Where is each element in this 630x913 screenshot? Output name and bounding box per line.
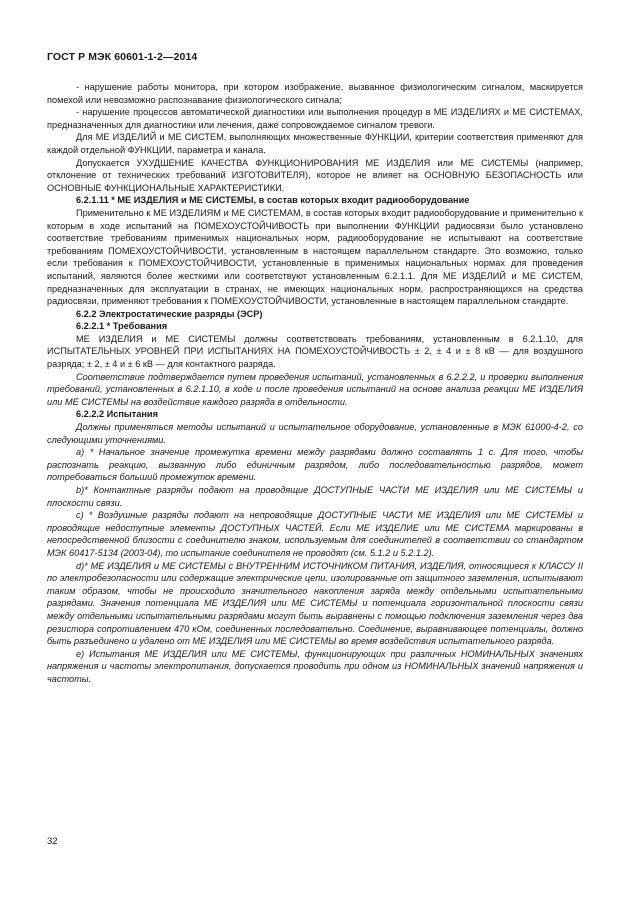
paragraph-degradation: Допускается УХУДШЕНИЕ КАЧЕСТВА ФУНКЦИОНИРОВАНИЯ МЕ ИЗДЕЛИЯ или МЕ СИСТЕМЫ (например, отклонение от технических требований ИЗГОТОВИТЕЛЯ), которое не влияет на ОСНОВНУЮ БЕЗОПАСНОСТЬ или ОСНОВНЫЕ ФУНКЦИОНАЛЬНЫЕ ХАРАКТЕРИСТИКИ. — [47, 157, 583, 193]
paragraph-compliance: Соответствие подтверждается путем проведения испытаний, установленных в 6.2.2.2, и проверки выполнения требований, установленных в 6.2.1.10, в ходе и после проведения испытаний на основе анализа реакции МЕ ИЗДЕЛИЯ или МЕ СИСТЕМЫ на воздействие каждого разряда в отдельности. — [47, 371, 583, 407]
paragraph-item-b: b)* Контактные разряды подают на проводящие ДОСТУПНЫЕ ЧАСТИ МЕ ИЗДЕЛИЯ или МЕ СИСТЕМЫ и плоскости связи. — [47, 485, 583, 508]
paragraph-item-c: c) * Воздушные разряды подают на непроводящие ДОСТУПНЫЕ ЧАСТИ МЕ ИЗДЕЛИЯ или МЕ СИСТЕМЫ и проводящие недоступные элементы ДОСТУПНЫХ ЧАСТЕЙ. Если МЕ ИЗДЕЛИЕ или МЕ СИСТЕМА маркированы в непосредственной близости с соединителю знаком, используемым для соединителей в соответствии со стандартом МЭК 60417-5134 (2003-04), то испытание соединителя не проводят (см. 5.1.2 и 5.2.1.2). — [47, 510, 583, 558]
paragraph-item-a: a) * Начальное значение промежутка времени между разрядами должно составлять 1 с. Для того, чтобы распознать реакцию, вызванную либо единичным разрядом, либо последовательностью разрядов, может потребоваться больший промежуток времени. — [47, 447, 583, 483]
paragraph-multiple-functions: Для МЕ ИЗДЕЛИЙ и МЕ СИСТЕМ, выполняющих множественные ФУНКЦИИ, критерии соответствия применяют для каждой отдельной ФУНКЦИИ, параметра и канала. — [47, 132, 583, 155]
paragraph-esd-requirements: МЕ ИЗДЕЛИЯ и МЕ СИСТЕМЫ должны соответствовать требованиям, установленным в 6.2.1.10, для ИСПЫТАТЕЛЬНЫХ УРОВНЕЙ ПРИ ИСПЫТАНИЯХ НА ПОМЕХОУСТОЙЧИВОСТЬ ± 2, ± 4 и ± 8 кВ — для воздушного разряда; ± 2, ± 4 и ± 6 кВ — для контактного разряда. — [47, 333, 583, 370]
heading-6-2-2-1: 6.2.2.1 * Требования — [76, 321, 168, 332]
paragraph-diagnostics-failure: - нарушение процессов автоматической диагностики или выполнения процедур в МЕ ИЗДЕЛИЯХ и МЕ СИСТЕМАХ, предназначенных для диагностики или лечения, даже сопровождаемое сигналом тревоги. — [47, 107, 583, 130]
heading-6-2-1-11: 6.2.1.11 * МЕ ИЗДЕЛИЯ и МЕ СИСТЕМЫ, в состав которых входит радиооборудование — [76, 195, 470, 206]
heading-6-2-2: 6.2.2 Электростатические разряды (ЭСР) — [76, 308, 263, 319]
standard-header: ГОСТ Р МЭК 60601-1-2—2014 — [47, 51, 198, 63]
paragraph-item-e: e) Испытания МЕ ИЗДЕЛИЯ или МЕ СИСТЕМЫ, функционирующих при различных НОМИНАЛЬНЫХ значениях напряжения и частоты электропитания, допускается проводить при одном из НОМИНАЛЬНЫХ значений напряжения и частоты. — [47, 648, 583, 684]
page-number: 32 — [47, 836, 58, 847]
paragraph-monitor-failure: - нарушение работы монитора, при котором изображение, вызванное физиологическим сигналом, маскируется помехой или невозможно распознавание физиологического сигнала; — [47, 82, 583, 105]
paragraph-radio-equipment: Применительно к МЕ ИЗДЕЛИЯМ и МЕ СИСТЕМАМ, в состав которых входит радиооборудование и применительно к которым в ходе испытаний на ПОМЕХОУСТОЙЧИВОСТЬ при выполнении ФУНКЦИИ радиосвязи было установлено соответствие требованиям применимых национальных норм, радиооборудование не испытывают на соответствие требованиям ПОМЕХОУСТОЙЧИВОСТИ, установленным в настоящем параллельном стандарте. Это возможно, только если требования к ПОМЕХОУСТОЙЧИВОСТИ, установленные в применимых национальных нормах для проведения испытаний, являются более жесткими или соответствуют установленным 6.2.1.1. Для МЕ ИЗДЕЛИЙ и МЕ СИСТЕМ, предназначенных для эксплуатации в странах, не имеющих национальных норм, распространяющихся на средства радиосвязи, применяют требования к ПОМЕХОУСТОЙЧИВОСТИ, установленные в настоящем параллельном стандарте. — [47, 207, 583, 307]
heading-6-2-2-2: 6.2.2.2 Испытания — [76, 409, 158, 420]
document-body — [47, 81, 583, 686]
paragraph-item-d: d)* МЕ ИЗДЕЛИЯ и МЕ СИСТЕМЫ с ВНУТРЕННИМ ИСТОЧНИКОМ ПИТАНИЯ, ИЗДЕЛИЯ, относящиеся к КЛАССУ II по электробезопасности или содержащие электрические цепи, изолированные от защитного заземления, испытывают таким образом, чтобы не происходило значительного накопления заряда между отдельными испытательными разрядами. Значения потенциала МЕ ИЗДЕЛИЯ или МЕ СИСТЕМЫ и потенциала горизонтальной плоскости связи между отдельными испытательными разрядами могут быть выравнены с помощью подключения заземления через два резистора сопротивлением 470 кОм, соединенных последовательно. Соединение, выравнивающее потенциалы, должно быть разъединено и удалено от МЕ ИЗДЕЛИЯ или МЕ СИСТЕМЫ во время воздействия испытательного разряда. — [47, 560, 583, 647]
paragraph-test-methods: Должны применяться методы испытаний и испытательное оборудование, установленные в МЭК 61000-4-2, со следующими уточнениями. — [47, 422, 583, 445]
